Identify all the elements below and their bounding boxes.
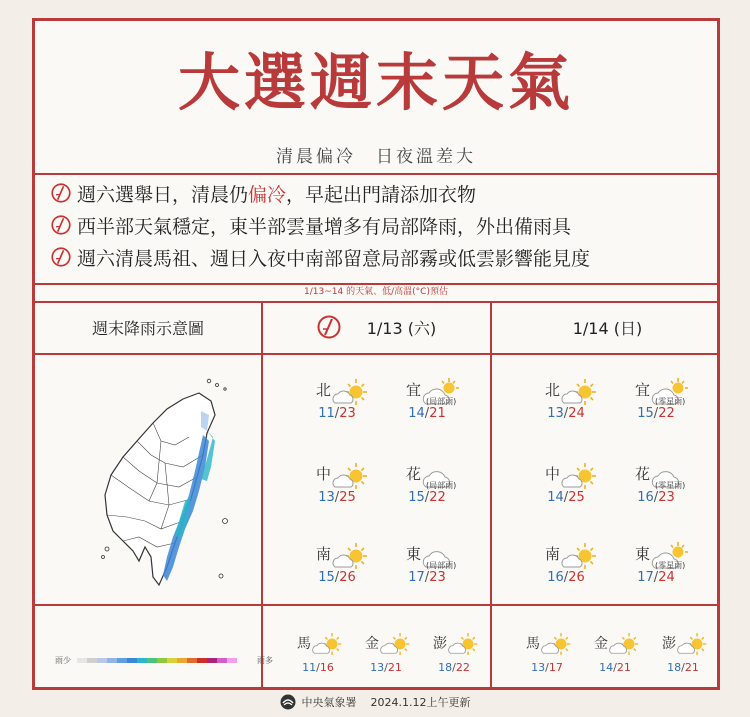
temp-low: 13 <box>531 661 546 674</box>
rain-note: (零星雨) <box>655 397 686 406</box>
temp-low: 15 <box>637 406 654 421</box>
temp-low: 17 <box>408 570 425 585</box>
city-forecast <box>532 461 622 521</box>
temperature: 18/22 <box>438 661 470 674</box>
temp-low: 14 <box>408 406 425 421</box>
temp-low: 11 <box>302 661 317 674</box>
divider <box>35 604 717 606</box>
page-subtitle: 清晨偏冷 日夜溫差大 <box>276 147 476 167</box>
legend-swatch <box>157 658 167 663</box>
city-name: 中 <box>544 465 560 483</box>
temp-high: 26 <box>339 570 356 585</box>
temperature: 16/26 <box>547 570 585 585</box>
city-name: 宜 <box>634 381 650 399</box>
city-forecast <box>303 541 393 601</box>
legend-swatch <box>207 658 217 663</box>
temp-low: 14 <box>547 490 564 505</box>
city-forecast <box>393 377 483 437</box>
map-header: 週末降雨示意圖 <box>91 318 204 338</box>
temperature: 14/21 <box>599 661 631 674</box>
vote-stamp-icon <box>51 247 71 267</box>
legend-low-label: 雨少 <box>55 656 71 665</box>
temp-low: 11 <box>318 406 335 421</box>
temp-high: 25 <box>339 490 356 505</box>
legend-high-label: 雨多 <box>257 656 273 665</box>
legend-swatch <box>117 658 127 663</box>
legend-color-scale <box>77 658 237 663</box>
sunny-cloudy-icon <box>560 461 598 491</box>
temperature: 13/25 <box>318 490 356 505</box>
temperature: 11/23 <box>318 406 356 421</box>
temp-high: 22 <box>455 661 470 674</box>
temp-low: 17 <box>637 570 654 585</box>
temp-high: 21 <box>616 661 631 674</box>
legend-swatch <box>217 658 227 663</box>
temp-high: 22 <box>658 406 675 421</box>
bullet-text: 週六清晨馬祖、週日入夜中南部留意局部霧或低雲影響能見度 <box>77 247 591 270</box>
bullet-item <box>51 177 590 209</box>
temp-high: 21 <box>429 406 446 421</box>
city-name: 東 <box>405 545 421 563</box>
city-name: 中 <box>315 465 331 483</box>
city-forecast <box>532 541 622 601</box>
sunny-cloudy-icon <box>540 631 572 657</box>
temperature: 16/23 <box>637 490 675 505</box>
city-forecast <box>622 461 712 521</box>
rain-legend <box>55 655 273 666</box>
island-name: 金 <box>594 636 608 652</box>
divider <box>490 301 492 687</box>
day-label: 1/14 (日) <box>572 318 643 338</box>
legend-swatch <box>187 658 197 663</box>
temp-high: 25 <box>568 490 585 505</box>
city-name: 宜 <box>405 381 421 399</box>
city-forecast <box>303 377 393 437</box>
temperature: 15/22 <box>637 406 675 421</box>
legend-swatch <box>167 658 177 663</box>
temp-low: 16 <box>547 570 564 585</box>
island-name: 澎 <box>662 636 676 652</box>
vote-stamp-icon <box>317 315 341 339</box>
temp-high: 24 <box>568 406 585 421</box>
legend-swatch <box>87 658 97 663</box>
vote-stamp-icon <box>51 215 71 235</box>
forecast-table <box>35 301 717 687</box>
temp-high: 23 <box>339 406 356 421</box>
temperature: 17/24 <box>637 570 675 585</box>
sunny-cloudy-icon <box>331 541 369 571</box>
taiwan-rain-map <box>95 371 245 596</box>
temp-low: 18 <box>667 661 682 674</box>
day-header-sat <box>263 301 490 353</box>
sunny-cloudy-icon <box>560 541 598 571</box>
rain-note: (局部雨) <box>426 561 457 570</box>
bullet-item <box>51 209 590 241</box>
divider <box>35 353 717 355</box>
temperature: 13/17 <box>531 661 563 674</box>
temp-high: 16 <box>319 661 334 674</box>
rain-note: (零星雨) <box>655 481 686 490</box>
divider <box>261 301 263 687</box>
legend-swatch <box>97 658 107 663</box>
temperature: 11/16 <box>302 661 334 674</box>
city-name: 南 <box>315 545 331 563</box>
island-name: 馬 <box>297 636 311 652</box>
legend-swatch <box>77 658 87 663</box>
legend-swatch <box>137 658 147 663</box>
sunny-cloudy-icon <box>331 377 369 407</box>
temperature: 14/21 <box>408 406 446 421</box>
legend-swatch <box>107 658 117 663</box>
temp-high: 23 <box>658 490 675 505</box>
sunny-cloudy-icon <box>379 631 411 657</box>
page-title: 大選週末天氣 <box>177 46 574 119</box>
temp-low: 16 <box>637 490 654 505</box>
temp-low: 18 <box>438 661 453 674</box>
city-name: 花 <box>634 465 650 483</box>
temperature: 17/23 <box>408 570 446 585</box>
sunny-cloudy-icon <box>608 631 640 657</box>
temperature: 13/24 <box>547 406 585 421</box>
temperature: 15/26 <box>318 570 356 585</box>
city-name: 花 <box>405 465 421 483</box>
footer <box>0 692 750 712</box>
footer-updated: 2024.1.12上午更新 <box>370 696 471 709</box>
bullet-text: 西半部天氣穩定，東半部雲量增多有局部降雨，外出備雨具 <box>77 215 572 238</box>
day-header-sun <box>492 301 723 353</box>
city-forecast <box>303 461 393 521</box>
island-forecast <box>658 631 728 681</box>
city-name: 北 <box>544 381 560 399</box>
temperature: 13/21 <box>370 661 402 674</box>
temperature: 14/25 <box>547 490 585 505</box>
legend-swatch <box>147 658 157 663</box>
divider <box>35 173 717 175</box>
island-name: 馬 <box>526 636 540 652</box>
sunny-cloudy-icon <box>447 631 479 657</box>
city-forecast <box>622 377 712 437</box>
city-name: 東 <box>634 545 650 563</box>
footer-agency: 中央氣象署 <box>301 696 357 709</box>
temp-high: 26 <box>568 570 585 585</box>
rain-note: (局部雨) <box>426 397 457 406</box>
day-label: 1/13 (六) <box>366 318 437 338</box>
sunny-cloudy-icon <box>676 631 708 657</box>
island-name: 金 <box>365 636 379 652</box>
temp-low: 15 <box>408 490 425 505</box>
legend-swatch <box>227 658 237 663</box>
cwa-logo-icon <box>280 694 296 710</box>
city-name: 北 <box>315 381 331 399</box>
city-forecast <box>393 541 483 601</box>
rain-note: (局部雨) <box>426 481 457 490</box>
temp-low: 13 <box>370 661 385 674</box>
vote-stamp-icon <box>51 183 71 203</box>
bullet-list <box>51 177 590 273</box>
legend-swatch <box>197 658 207 663</box>
bullet-item <box>51 241 590 273</box>
temp-high: 22 <box>429 490 446 505</box>
sunny-cloudy-icon <box>560 377 598 407</box>
temperature: 18/21 <box>667 661 699 674</box>
city-forecast <box>622 541 712 601</box>
forecast-note: 1/13~14 的天氣、低/高溫(°C)預估 <box>304 287 448 297</box>
rain-note: (零星雨) <box>655 561 686 570</box>
city-forecast <box>532 377 622 437</box>
legend-swatch <box>127 658 137 663</box>
temp-low: 14 <box>599 661 614 674</box>
sunny-cloudy-icon <box>311 631 343 657</box>
temp-high: 24 <box>658 570 675 585</box>
sunny-cloudy-icon <box>331 461 369 491</box>
city-forecast <box>393 461 483 521</box>
temp-low: 13 <box>318 490 335 505</box>
temp-high: 21 <box>684 661 699 674</box>
temp-high: 21 <box>387 661 402 674</box>
city-name: 南 <box>544 545 560 563</box>
legend-swatch <box>177 658 187 663</box>
infographic-frame <box>32 18 720 690</box>
temp-high: 23 <box>429 570 446 585</box>
temp-low: 13 <box>547 406 564 421</box>
island-name: 澎 <box>433 636 447 652</box>
temp-high: 17 <box>548 661 563 674</box>
bullet-text: 週六選舉日，清晨仍 <box>77 183 249 206</box>
bullet-highlight: 偏冷 <box>248 183 287 206</box>
temperature: 15/22 <box>408 490 446 505</box>
temp-low: 15 <box>318 570 335 585</box>
island-forecast <box>429 631 499 681</box>
bullet-text: ，早起出門請添加衣物 <box>286 183 477 206</box>
